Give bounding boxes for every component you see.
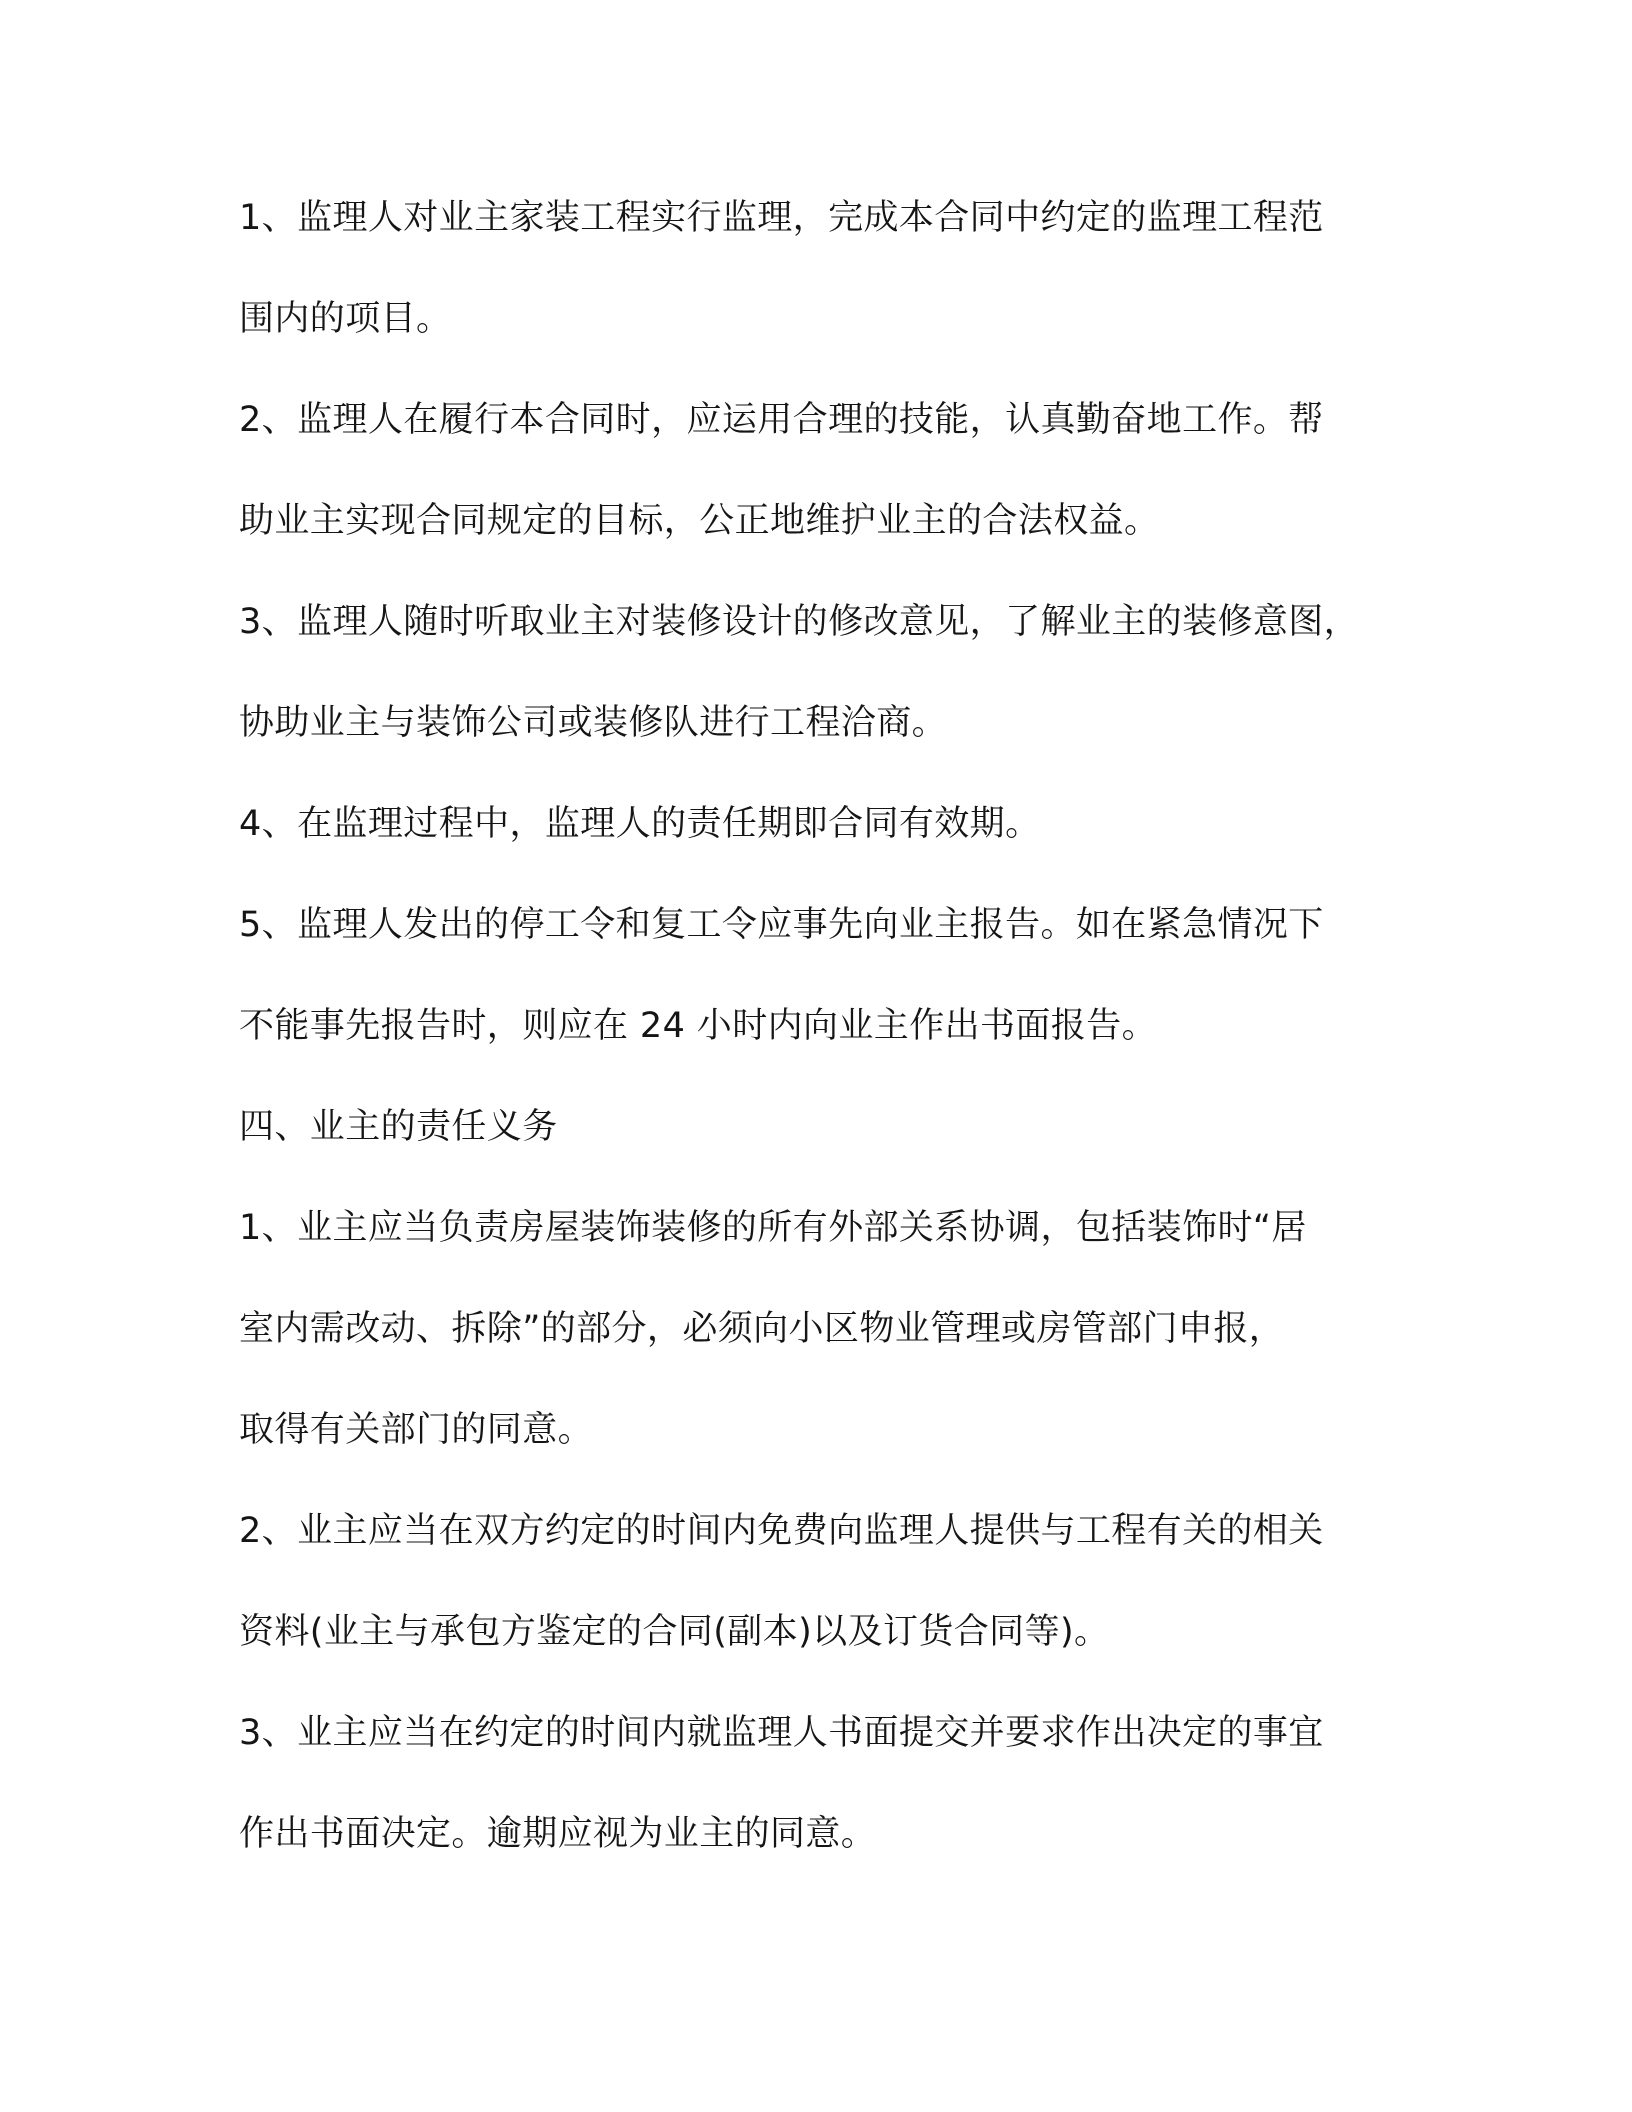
section-heading: 四、业主的责任义务 — [239, 1107, 558, 1147]
text-line: 室内需改动、拆除”的部分，必须向小区物业管理或房管部门申报， — [239, 1309, 1285, 1349]
text-line: 1、监理人对业主家装工程实行监理，完成本合同中约定的监理工程范 — [239, 198, 1324, 238]
text-line: 3、监理人随时听取业主对装修设计的修改意见，了解业主的装修意图， — [239, 602, 1360, 642]
text-line: 资料(业主与承包方鉴定的合同(副本)以及订货合同等)。 — [239, 1612, 1110, 1652]
text-line: 作出书面决定。逾期应视为业主的同意。 — [239, 1814, 877, 1854]
text-line: 4、在监理过程中，监理人的责任期即合同有效期。 — [239, 804, 1041, 844]
text-line: 2、监理人在履行本合同时，应运用合理的技能，认真勤奋地工作。帮 — [239, 400, 1324, 440]
text-line: 5、监理人发出的停工令和复工令应事先向业主报告。如在紧急情况下 — [239, 905, 1324, 945]
text-line: 助业主实现合同规定的目标，公正地维护业主的合法权益。 — [239, 501, 1160, 541]
text-line: 取得有关部门的同意。 — [239, 1410, 594, 1450]
text-line: 不能事先报告时，则应在 24 小时内向业主作出书面报告。 — [239, 1006, 1157, 1046]
text-line: 围内的项目。 — [239, 299, 452, 339]
text-line: 2、业主应当在双方约定的时间内免费向监理人提供与工程有关的相关 — [239, 1511, 1324, 1551]
text-line: 3、业主应当在约定的时间内就监理人书面提交并要求作出决定的事宜 — [239, 1713, 1324, 1753]
text-line: 1、业主应当负责房屋装饰装修的所有外部关系协调，包括装饰时“居 — [239, 1208, 1307, 1248]
text-line: 协助业主与装饰公司或装修队进行工程洽商。 — [239, 703, 948, 743]
